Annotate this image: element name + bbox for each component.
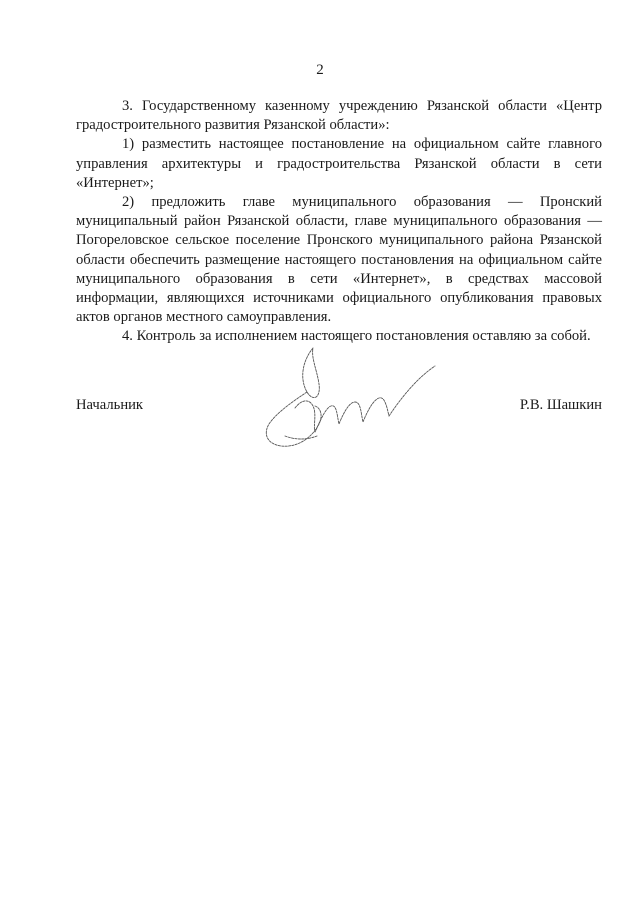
document-body [76, 97, 602, 347]
paragraph-subitem-1: 1) разместить настоящее постановление на официальном сайте главного управления архитектуры и градостроительства Рязанской области в сети «Интернет»; [76, 136, 602, 191]
paragraph-item-4: 4. Контроль за исполнением настоящего постановления оставляю за собой. [122, 328, 591, 345]
signer-position: Начальник [76, 397, 144, 413]
paragraph-subitem-2: 2) предложить главе муниципального образования — Пронский муниципальный район Рязанской области, главе муниципального образования — Погореловское сельское поселение Пронского муниципального района Рязанской области обеспечить размещение настоящего постановления на официальном сайте муниципального образования в сети «Интернет», в средствах массовой информации, являющихся источниками официального опубликования правовых актов органов местного самоуправления. [76, 194, 602, 326]
signer-name: Р.В. Шашкин [519, 397, 602, 413]
handwritten-signature [255, 340, 445, 450]
paragraph-item-3: 3. Государственному казенному учреждению Рязанской области «Центр градостроительного развития Рязанской области»: [76, 98, 602, 134]
page-number: 2 [316, 62, 324, 78]
